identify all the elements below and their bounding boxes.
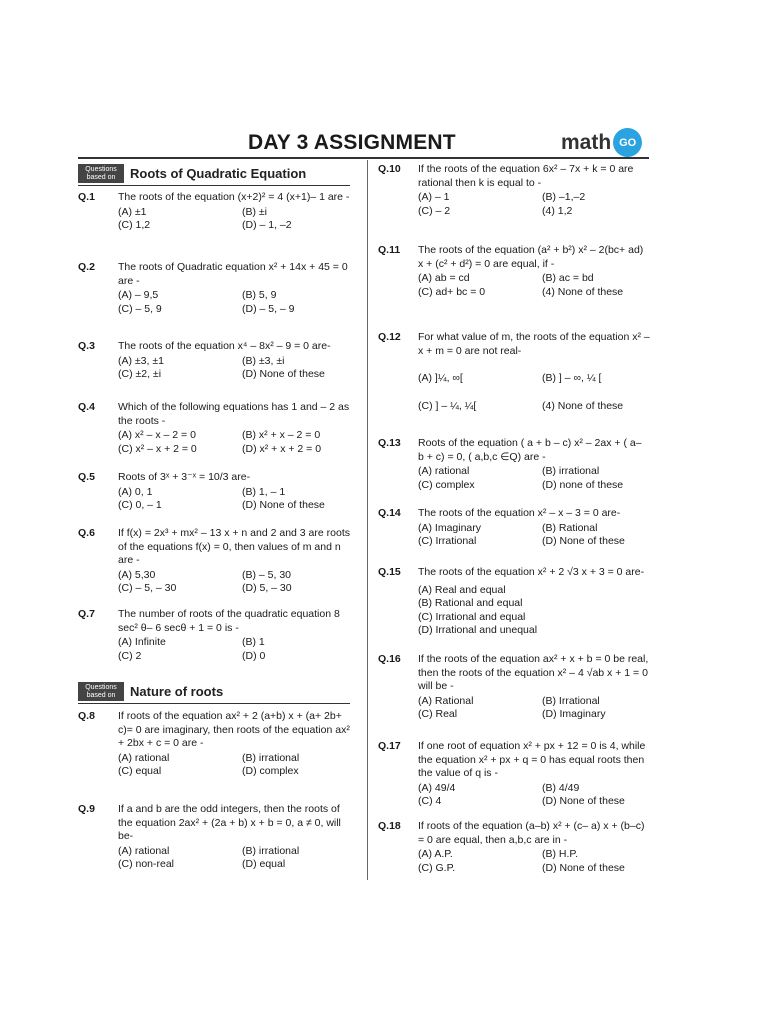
question-text: The roots of Quadratic equation x² + 14x + 45 = 0 are - — [118, 261, 348, 287]
section-badge: Questions based on — [78, 682, 124, 701]
question-number: Q.4 — [78, 401, 95, 413]
question-number: Q.16 — [378, 653, 401, 665]
option: (C) Real — [418, 708, 458, 720]
section-underline — [78, 703, 350, 704]
option: (B) 4/49 — [542, 781, 580, 794]
column-divider — [367, 160, 368, 880]
question-text: The roots of the equation x² – x – 3 = 0 are- — [418, 507, 621, 519]
option: (B) irrational — [242, 844, 300, 857]
question-text: If the roots of the equation ax² + x + b = 0 be real, then the roots of the equation x² – 4 √ab x + 1 = 0 will be - — [418, 653, 649, 692]
option: (B) ac = bd — [542, 272, 594, 284]
option: (A) – 1 — [418, 191, 450, 203]
option: (B) H.P. — [542, 848, 578, 860]
option: (A) 49/4 — [418, 781, 456, 794]
question-number: Q.11 — [378, 244, 401, 256]
option: (C) ±2, ±i — [118, 368, 162, 380]
option: (A) ±1 — [118, 205, 147, 218]
option: (D) Imaginary — [542, 708, 606, 720]
option: (B) Rational and equal — [418, 597, 523, 609]
question-text: The roots of the equation (a² + b²) x² – 2(bc+ ad) x + (c² + d²) = 0 are equal, if - — [418, 244, 644, 270]
option: (C) Irrational — [418, 535, 477, 547]
section-header-roots — [78, 164, 306, 183]
option: (B) ±3, ±i — [242, 354, 285, 367]
question-text: The number of roots of the quadratic equation 8 sec² θ– 6 secθ + 1 = 0 is - — [118, 608, 340, 634]
option: (D) none of these — [542, 478, 624, 491]
option: (A) Imaginary — [418, 521, 482, 534]
option: (A) rational — [418, 465, 470, 477]
question-number: Q.7 — [78, 608, 95, 620]
option: (A) x² – x – 2 = 0 — [118, 429, 196, 441]
option: (B) 1 — [242, 636, 265, 648]
option: (D) 5, – 30 — [242, 582, 292, 594]
option: (D) complex — [242, 765, 299, 777]
option: (A) rational — [118, 751, 170, 764]
option: (C) ] – ¼, ¼[ — [418, 399, 477, 412]
question-text: If f(x) = 2x³ + mx² – 13 x + n and 2 and 3 are roots of the equations f(x) = 0, then values of m and n are - — [118, 527, 350, 566]
question-number: Q.12 — [378, 331, 401, 343]
option: (D) – 1, –2 — [242, 219, 292, 231]
option: (A) Infinite — [118, 636, 166, 648]
option: (4) None of these — [542, 399, 624, 412]
option: (C) G.P. — [418, 861, 456, 874]
option: (C) Irrational and equal — [418, 610, 526, 623]
question-number: Q.6 — [78, 527, 95, 539]
option: (4) None of these — [542, 285, 624, 298]
option: (B) 1, – 1 — [242, 485, 286, 498]
option: (D) None of these — [542, 535, 625, 547]
option: (C) ad+ bc = 0 — [418, 285, 486, 298]
question-text: If roots of the equation (a–b) x² + (c– a) x + (b–c) = 0 are equal, then a,b,c are in - — [418, 820, 645, 846]
option: (D) None of these — [542, 795, 625, 807]
section-underline — [78, 185, 350, 186]
question-number: Q.13 — [378, 437, 401, 449]
option: (B) irrational — [242, 751, 300, 764]
option: (C) equal — [118, 765, 162, 777]
question-text: For what value of m, the roots of the equation x² –x + m = 0 are not real- — [418, 331, 650, 357]
option: (C) 4 — [418, 795, 442, 807]
question-number: Q.9 — [78, 803, 95, 815]
option: (A) – 9,5 — [118, 289, 159, 301]
question-number: Q.14 — [378, 507, 401, 519]
option: (C) 1,2 — [118, 219, 151, 231]
option: (A) ab = cd — [418, 272, 470, 284]
option: (A) Real and equal — [418, 583, 506, 596]
option: (B) Rational — [542, 521, 598, 534]
question-text: Roots of 3ˣ + 3⁻ˣ = 10/3 are- — [118, 471, 251, 483]
option: (A) rational — [118, 844, 170, 857]
question-text: The roots of the equation x⁴ – 8x² – 9 = 0 are- — [118, 340, 331, 352]
option: (D) Irrational and unequal — [418, 624, 538, 636]
option: (4) 1,2 — [542, 204, 573, 217]
option: (B) –1,–2 — [542, 191, 586, 203]
option: (C) x² – x + 2 = 0 — [118, 442, 197, 455]
logo-badge: GO — [613, 128, 642, 157]
option: (A) 0, 1 — [118, 485, 153, 498]
option: (A) ]¼, ∞[ — [418, 372, 463, 384]
page-title: DAY 3 ASSIGNMENT — [248, 131, 456, 154]
option: (C) 0, – 1 — [118, 499, 162, 511]
option: (C) – 5, – 30 — [118, 582, 177, 594]
option: (A) 5,30 — [118, 568, 156, 581]
option: (B) irrational — [542, 465, 600, 477]
option: (B) ±i — [242, 205, 268, 218]
question-text: If a and b are the odd integers, then the roots of the equation 2ax² + (2a + b) x + b = 0, a ≠ 0, will be- — [118, 803, 341, 842]
question-text: The roots of the equation x² + 2 √3 x + 3 = 0 are- — [418, 566, 645, 578]
option: (D) 0 — [242, 649, 266, 662]
option: (D) None of these — [242, 368, 325, 380]
option: (A) Rational — [418, 694, 474, 707]
option: (C) 2 — [118, 649, 142, 662]
option: (B) ] – ∞, ¼ [ — [542, 372, 602, 384]
question-number: Q.5 — [78, 471, 95, 483]
question-number: Q.18 — [378, 820, 401, 832]
logo-text: math — [561, 130, 612, 154]
question-text: Roots of the equation ( a + b – c) x² – 2ax + ( a– b + c) = 0, ( a,b,c ∈Q) are - — [418, 437, 642, 463]
header-rule — [78, 157, 649, 159]
brand-logo — [561, 128, 642, 157]
option: (A) A.P. — [418, 848, 453, 860]
question-text: Which of the following equations has 1 and – 2 as the roots - — [118, 401, 350, 427]
section-title: Roots of Quadratic Equation — [130, 166, 307, 181]
section-badge: Questions based on — [78, 164, 124, 183]
option: (D) equal — [242, 858, 286, 870]
option: (B) 5, 9 — [242, 289, 277, 301]
option: (B) – 5, 30 — [242, 568, 292, 581]
question-number: Q.1 — [78, 191, 95, 203]
question-number: Q.10 — [378, 163, 401, 175]
option: (D) None of these — [542, 861, 625, 874]
option: (C) complex — [418, 478, 475, 491]
option: (C) – 2 — [418, 204, 451, 217]
option: (C) – 5, 9 — [118, 302, 162, 315]
question-number: Q.3 — [78, 340, 95, 352]
question-text: If roots of the equation ax² + 2 (a+b) x + (a+ 2b+ c)= 0 are imaginary, then roots of the equation ax² + 2bx + c = 0 are - — [118, 710, 350, 749]
option: (D) x² + x + 2 = 0 — [242, 442, 322, 455]
section-title: Nature of roots — [130, 684, 224, 699]
option: (D) – 5, – 9 — [242, 302, 295, 315]
question-text: If the roots of the equation 6x² – 7x + k = 0 are rational then k is equal to - — [418, 163, 634, 189]
section-header-nature — [78, 682, 223, 701]
option: (C) non-real — [118, 858, 175, 870]
option: (A) ±3, ±1 — [118, 354, 164, 367]
question-number: Q.15 — [378, 566, 401, 578]
option: (B) x² + x – 2 = 0 — [242, 429, 321, 441]
question-number: Q.17 — [378, 740, 401, 752]
question-number: Q.8 — [78, 710, 95, 722]
option: (B) Irrational — [542, 694, 600, 707]
question-number: Q.2 — [78, 261, 95, 273]
question-text: If one root of equation x² + px + 12 = 0 is 4, while the equation x² + px + q = 0 has equal roots then the value of q is - — [418, 740, 646, 779]
option: (D) None of these — [242, 499, 325, 511]
question-text: The roots of the equation (x+2)² = 4 (x+1)– 1 are - — [118, 191, 350, 203]
